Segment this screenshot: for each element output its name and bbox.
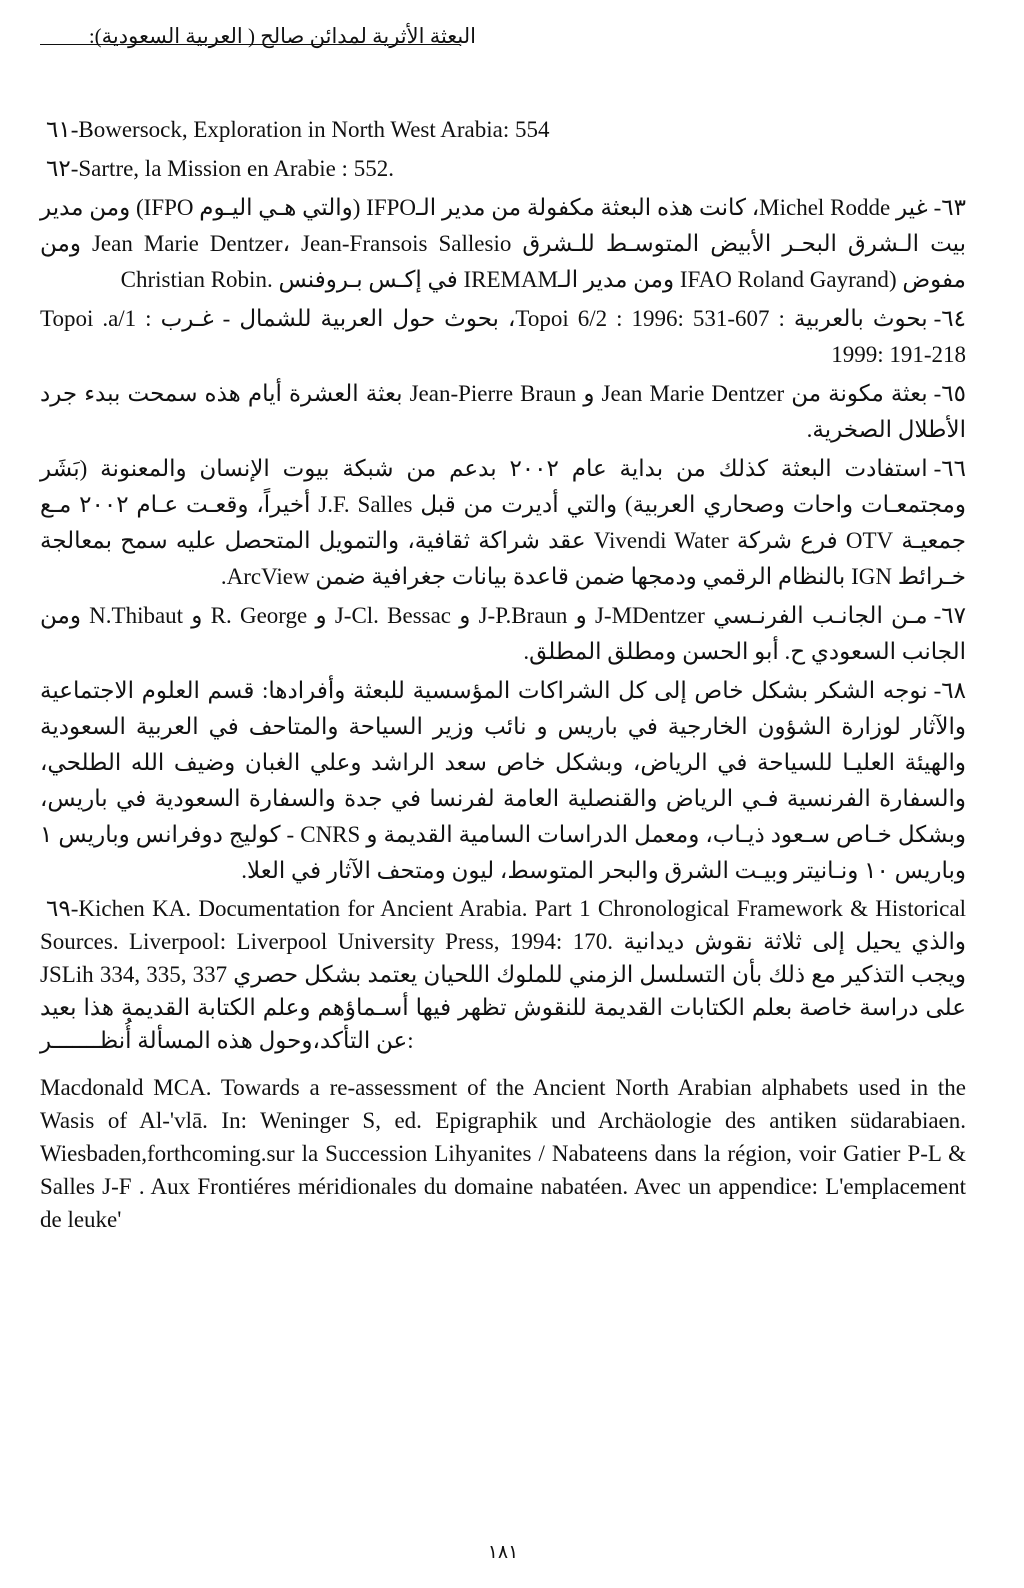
footnote-text: Bowersock, Exploration in North West Arabia: 554 (78, 117, 550, 142)
footnote-number: ٦٧- (933, 603, 967, 628)
footnote-number: ٦٨- (933, 678, 966, 703)
footnote-62 (40, 151, 966, 187)
footnote-64 (40, 301, 966, 373)
footnote-number: ٦٣- (933, 195, 966, 220)
footnote-text: Kichen KA. Documentation for Ancient Arabia. Part 1 Chronological Framework & Historical Sources. Liverpool: Liverpool University Press, 1994: 170. والذي يحيل إلى ثلاثة نقوش ديدانية JSLih 334, 335, 337 ويجب التذكير مع ذلك بأن التسلسل الزمني للملوك اللحيان يعتمد بشكل حصري على دراسة خاصة بعلم الكتابات القديمة للنقوش تظهر فيها أسـماؤهم وعلم الكتابة القديمة هذا بعيد عن التأكد،وحول هذه المسألة أُنظـــــــر: (40, 896, 966, 1053)
footnote-number: ٦٥- (933, 381, 967, 406)
footnote-text: بعثة مكونة من Jean Marie Dentzer و Jean-Pierre Braun بعثة العشرة أيام هذه سمحت ببدء جرد الأطلال الصخرية. (40, 381, 966, 442)
reference-paragraph: Macdonald MCA. Towards a re-assessment of the Ancient North Arabian alphabets used in the Wasis of Al-'vlā. In: Weninger S, ed. Epigraphik und Archäologie des antiken südarabiaen. Wiesbaden,forthcoming.sur la Succession Lihyanites / Nabateens dans la région, voir Gatier P-L & Salles J-F . Aux Frontiéres méridionales du domaine nabatéen. Avec un appendice: L'emplacement de leuke' (40, 1075, 966, 1232)
footnote-number: ٦٤- (933, 306, 966, 331)
footnote-67 (40, 598, 966, 670)
running-header (40, 24, 966, 64)
footnotes (40, 112, 966, 1236)
footnote-68 (40, 673, 966, 889)
footnote-number: ٦٦- (933, 456, 967, 481)
footnote-text: مـن الجانـب الفرنـسي J-MDentzer و J-P.Braun و J-Cl. Bessac و R. George و N.Thibaut ومن الجانب السعودي ح. أبو الحسن ومطلق المطلق. (40, 603, 966, 664)
footnote-69 (40, 892, 966, 1057)
footnote-text: غير Michel Rodde، كانت هذه البعثة مكفولة من مدير الـIFPO (والتي هـي اليـوم IFPO) ومن مدير بيت الـشرق البحـر الأبيض المتوسـط للـشرق Jean Marie Dentzer، Jean-Fransois Sallesio ومن مفوض (IFAO Roland Gayrand ومن مدير الـIREMAM في إكـس بـروفنس .Christian Robin (40, 195, 967, 292)
footnote-number: ٦١- (46, 117, 79, 142)
footnote-text: استفادت البعثة كذلك من بداية عام ٢٠٠٢ بدعم من شبكة بيوت الإنسان والمعنونة (بَشَر ومجتمعـات واحات وصحاري العربية) والتي أديرت من قبل J.F. Salles أخيراً، وقعـت عـام ٢٠٠٢ مـع جمعيـة OTV فرع شركة Vivendi Water عقد شراكة ثقافية، والتمويل المتحصل عليه سمح بمعالجة خـرائط IGN بالنظام الرقمي ودمجها ضمن قاعدة بيانات جغرافية ضمن ArcView. (40, 456, 966, 589)
page-number: ١٨١ (487, 1542, 519, 1563)
footnote-66 (40, 451, 966, 595)
footnote-text: بحوث بالعربية : Topoi 6/2 : 1996: 531-607، بحوث حول العربية للشمال - غـرب Topoi .a/1 : 1999: 191-218 (40, 306, 966, 367)
document-page (40, 24, 966, 1564)
footnote-number: ٦٩- (46, 896, 79, 921)
footnote-61 (40, 112, 966, 148)
footnote-text: Sartre, la Mission en Arabie : 552. (78, 156, 394, 181)
header-title: البعثة الأثرية لمدائن صالح ( العربية السعودية): (88, 24, 476, 48)
footnote-65 (40, 376, 966, 448)
header-rule (40, 44, 460, 45)
footnote-text: نوجه الشكر بشكل خاص إلى كل الشراكات المؤسسية للبعثة وأفرادها: قسم العلوم الاجتماعية والآثار لوزارة الشؤون الخارجية في باريس و نائب وزير السياحة والمتاحف في العربية السعودية والهيئة العليـا للسياحة في الرياض، وبشكل خاص سعد الراشد وعلي الغبان وضيف الله الطلحي، والسفارة الفرنسية فـي الرياض والقنصلية العامة لفرنسا في جدة والسفارة السعودية في باريس، وبشكل خـاص سـعود ذيـاب، ومعمل الدراسات السامية القديمة و CNRS - كوليج دوفرانس وباريس ١ وباريس ١٠ ونـانيتر وبيـت الشرق والبحر المتوسط، ليون ومتحف الآثار في العلا. (40, 678, 966, 883)
footnote-number: ٦٢- (46, 156, 79, 181)
footnote-63 (40, 190, 966, 298)
